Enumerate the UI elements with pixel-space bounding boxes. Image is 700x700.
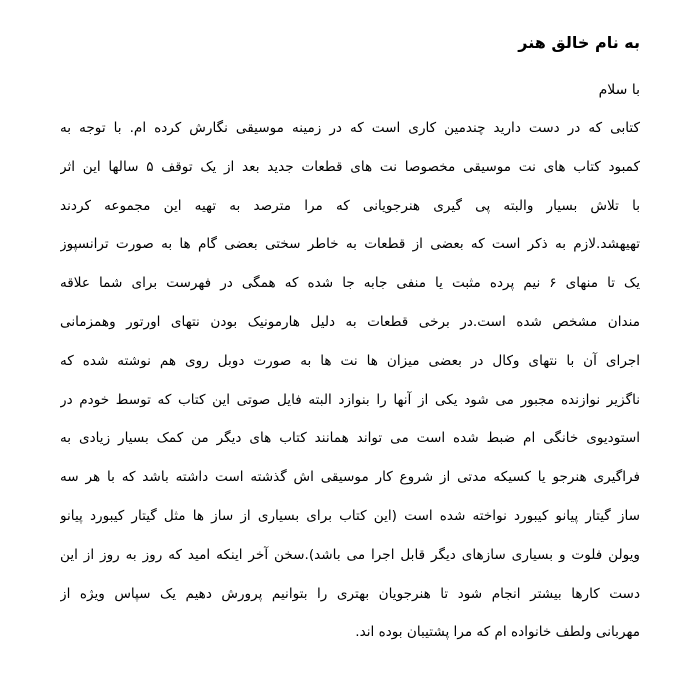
paragraph-line: دست کارها بیشتر انجام شود تا هنرجویان بهتری را بتوانیم پرورش دهیم یک سپاس ویژه از xyxy=(60,585,640,602)
paragraph-line: فراگیری هنرجو یا کسیکه مدتی از شروع کار موسیقی اش گذشته است داشته باشد که با هر سه xyxy=(60,469,640,486)
paragraph-line: اجرای آن با نتهای وکال در بعضی میزان ها نت ها به صورت دوبل روی هم نوشته شده که xyxy=(60,352,640,369)
paragraph-line: با تلاش بسیار والبته پی گیری هنرجویانی که مرا مترصد به تهیه این مجموعه کردند xyxy=(60,197,640,214)
paragraph-line: ویولن فلوت و بسیاری سازهای دیگر قابل اجرا می باشد).سخن آخر اینکه امید که روز به روز از این xyxy=(60,546,640,563)
paragraph-line: استودیوی خانگی ام ضبط شده است می تواند همانند کتاب های دیگر من کمک بسیار زیادی به xyxy=(60,430,640,447)
body-paragraph xyxy=(60,115,640,658)
paragraph-line: تهیهشد.لازم به ذکر است که بعضی از قطعات به خاطر سختی بعضی گام ها به صورت ترانسپوز xyxy=(60,236,640,253)
paragraph-line: یک تا منهای ۶ نیم پرده مثبت یا منفی جابه جا شده که همگی در فهرست برای شما علاقه xyxy=(60,275,640,292)
paragraph-line-last: مهربانی ولطف خانواده ام که مرا پشتیبان بوده اند. xyxy=(355,624,640,641)
document-title: به نام خالق هنر xyxy=(518,33,640,52)
greeting-text: با سلام xyxy=(598,82,640,98)
paragraph-line: مندان مشخص شده است.در برخی قطعات به دلیل هارمونیک بودن نتهای اورتور وهمزمانی xyxy=(60,313,640,330)
paragraph-line: ناگزیر نوازنده مجبور می شود یکی از آنها را بنوازد البته فایل صوتی این کتاب که توسط خودم در xyxy=(60,391,640,408)
paragraph-line: کمبود کتاب های نت موسیقی مخصوصا نت های قطعات جدید بعد از یک توقف ۵ سالها این اثر xyxy=(60,158,640,175)
paragraph-line: کتابی که در دست دارید چندمین کاری است که در زمینه موسیقی نگارش کرده ام. با توجه به xyxy=(60,120,640,136)
paragraph-line: ساز گیتار پیانو کیبورد نواخته شده است (این کتاب برای بسیاری از ساز ها مثل گیتار کیبورد پیانو xyxy=(60,507,640,524)
